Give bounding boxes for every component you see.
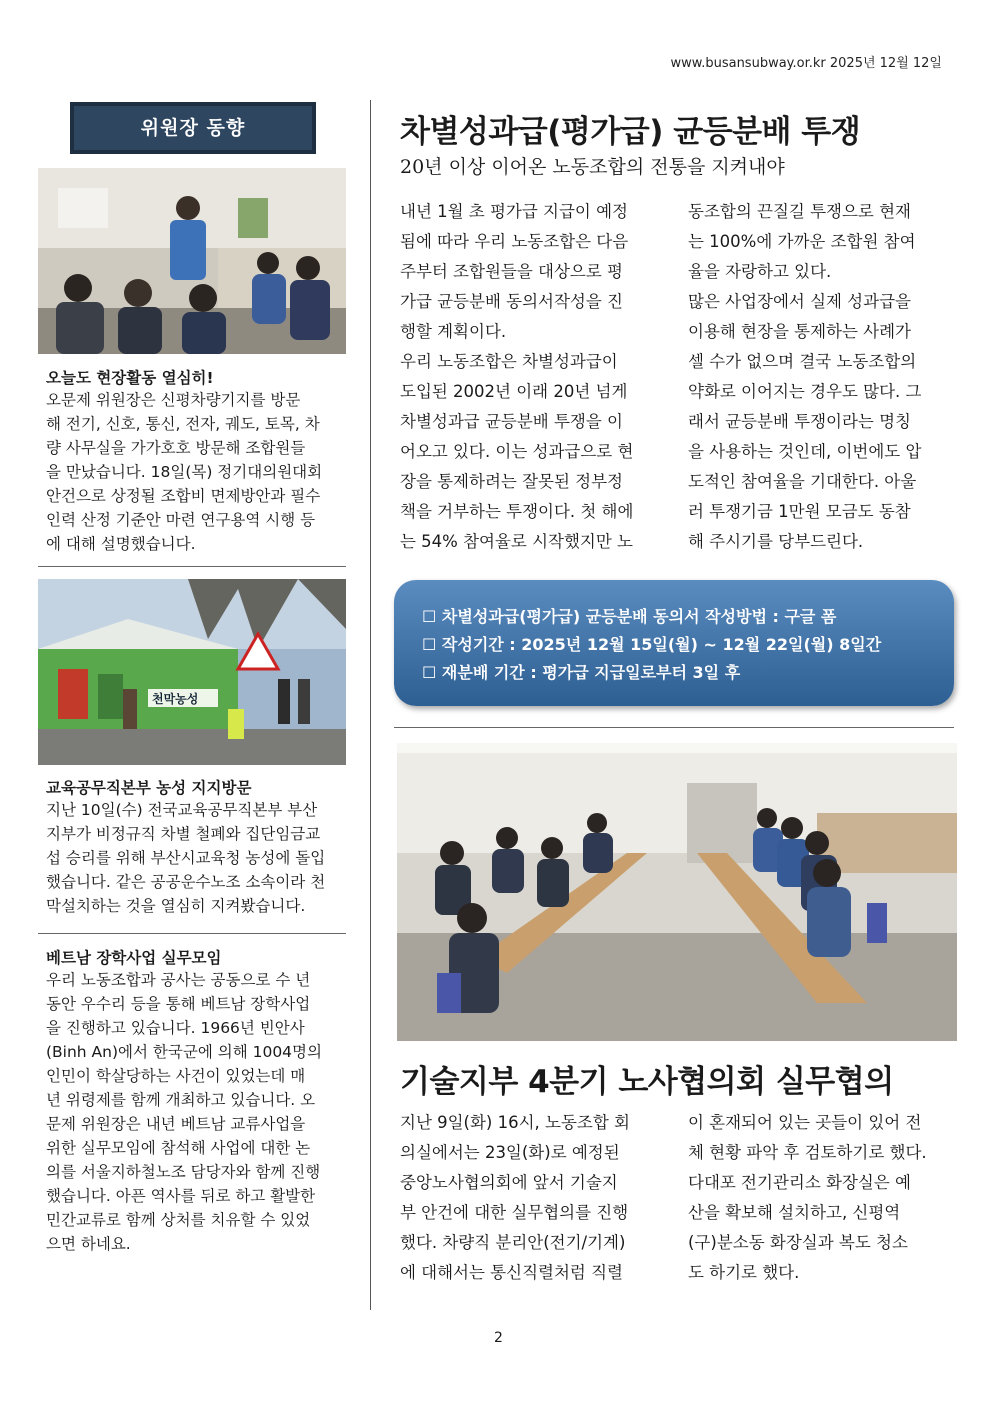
section-body-field-activity: 오문제 위원장은 신평차량기지를 방문 해 전기, 신호, 통신, 전자, 궤도, 토목, 차 량 사무실을 가가호호 방문해 조합원들 을 만났습니다. 18일(목) 정기대의원대회 안건으로 상정될 조합비 면제방안과 필수 인력 산정 기준안 마련 연구용역 시행 등 에 대해 설명했습니다.: [46, 391, 323, 553]
photo-tent-protest: [38, 579, 346, 765]
info-redistribution: ☐ 재분배 기간 : 평가급 지급일로부터 3일 후: [422, 663, 741, 682]
section-title-field-activity: 오늘도 현장활동 열심히!: [46, 369, 214, 387]
section-title-tent-visit: 교육공무직본부 농성 지지방문: [46, 779, 252, 797]
photo-labor-meeting: [397, 743, 957, 1041]
section-badge: 위원장 동향: [70, 102, 316, 154]
article-divider: [394, 727, 954, 728]
section-divider: [38, 933, 346, 934]
header-url-date: www.busansubway.or.kr 2025년 12월 12일: [670, 56, 942, 71]
article1-column-2: 동조합의 끈질길 투쟁으로 현재 는 100%에 가까운 조합원 참여 율을 자랑하고 있다. 많은 사업장에서 실제 성과급을 이용해 현장을 통제하는 사례가 셀 수가 없으며 결국 노동조합의 약화로 이어지는 경우도 많다. 그 래서 균등분배 투쟁이라는 명칭 을 사용하는 것인데, 이번에도 압 도적인 참여율을 기대한다. 아울 러 투쟁기금 1만원 모금도 동참 해 주시기를 당부드린다.: [688, 202, 922, 551]
section-body-tent-visit: 지난 10일(수) 전국교육공무직본부 부산 지부가 비정규직 차별 철폐와 집단임금교 섭 승리를 위해 부산시교육청 농성에 돌입 했습니다. 같은 공공운수노조 소속이라 천 막설치하는 것을 열심히 지켜봤습니다.: [46, 801, 326, 915]
article2-column-1: 지난 9일(화) 16시, 노동조합 회 의실에서는 23일(화)로 예정된 중앙노사협의회에 앞서 기술지 부 안건에 대한 실무협의를 진행 했다. 차량직 분리안(전기/기계) 에 대해서는 통신직렬처럼 직렬: [400, 1113, 630, 1282]
info-period: ☐ 작성기간 : 2025년 12월 15일(월) ~ 12월 22일(월) 8일간: [422, 635, 882, 654]
section-divider: [38, 566, 346, 567]
section-body-vietnam: 우리 노동조합과 공사는 공동으로 수 년 동안 우수리 등을 통해 베트남 장학사업 을 진행하고 있습니다. 1966년 빈안사 (Binh An)에서 한국군에 의해 1004명의 인민이 학살당하는 사건이 있었는데 매 년 위령제를 함께 개최하고 있습니다. 오 문제 위원장은 내년 베트남 교류사업을 위한 실무모임에 참석해 사업에 대한 논 의를 서울지하철노조 담당자와 함께 진행 했습니다. 아픈 역사를 뒤로 하고 활발한 민간교류로 함께 상처를 치유할 수 있었 으면 하네요.: [46, 971, 322, 1253]
page-number: 2: [494, 1330, 503, 1346]
article1-headline: 차별성과급(평가급) 균등분배 투쟁: [400, 114, 861, 150]
svg-text:천막농성: 천막농성: [152, 692, 199, 706]
article1-column-1: 내년 1월 초 평가급 지급이 예정 됨에 따라 우리 노동조합은 다음 주부터 조합원들을 대상으로 평 가급 균등분배 동의서작성을 진 행할 계획이다. 우리 노동조합은 차별성과급이 도입된 2002년 이래 20년 넘게 차별성과급 균등분배 투쟁을 이 어오고 있다. 이는 성과급으로 현 장을 통제하려는 잘못된 정부정 책을 거부하는 투쟁이다. 첫 해에 는 54% 참여율로 시작했지만 노: [400, 202, 634, 551]
article2-headline: 기술지부 4분기 노사협의회 실무협의: [400, 1064, 894, 1100]
info-method: ☐ 차별성과급(평가급) 균등분배 동의서 작성방법 : 구글 폼: [422, 607, 837, 626]
section-title-vietnam: 베트남 장학사업 실무모임: [46, 949, 222, 967]
article1-subhead: 20년 이상 이어온 노동조합의 전통을 지켜내야: [400, 156, 785, 178]
column-divider: [370, 100, 371, 1310]
info-box: [394, 580, 954, 706]
article2-column-2: 이 혼재되어 있는 곳들이 있어 전 체 현황 파악 후 검토하기로 했다. 다대포 전기관리소 화장실은 예 산을 확보해 설치하고, 신평역 (구)분소동 화장실과 복도 청소 도 하기로 했다.: [688, 1113, 927, 1282]
photo-office-visit: [38, 168, 346, 354]
